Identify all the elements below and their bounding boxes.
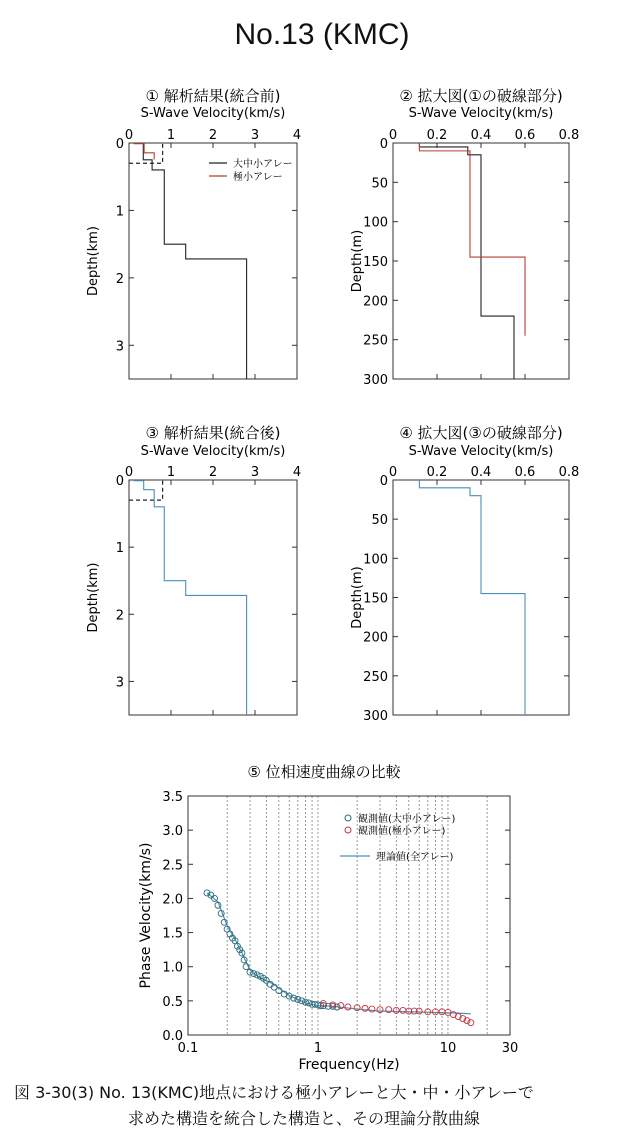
y-tick-label: 150	[363, 255, 388, 270]
y-tick-label: 2	[115, 608, 124, 624]
y-tick-label: 200	[363, 630, 388, 646]
y-tick-label: 2	[115, 271, 124, 287]
x-tick-label: 0.2	[426, 465, 448, 480]
chart-title: ③ 解析結果(統合後)	[145, 424, 281, 442]
y-tick-label: 150	[363, 591, 388, 607]
legend-label: 極小アレー	[233, 172, 283, 183]
x-tick-label: 3	[250, 128, 260, 143]
y-tick-label: 0	[115, 474, 124, 489]
chart-p1	[86, 87, 301, 379]
x-tick-label: 0.4	[470, 465, 492, 480]
x-axis-label: S-Wave Velocity(km/s)	[140, 444, 286, 459]
caption-line-1	[14, 1080, 534, 1103]
y-tick-label: 50	[371, 176, 388, 192]
y-tick-label: 2.5	[162, 858, 183, 874]
y-tick-label: 3.5	[162, 790, 183, 805]
obs-point-mini-array	[369, 1006, 375, 1012]
y-tick-label: 0	[379, 137, 388, 152]
x-tick-label: 0.8	[558, 128, 580, 143]
caption-line-2: 求めた構造を統合した構造と、その理論分散曲線	[128, 1109, 481, 1128]
plot-frame	[188, 796, 510, 1035]
x-tick-label: 0	[124, 465, 134, 480]
chart-title: ④ 拡大図(③の破線部分)	[399, 424, 563, 442]
y-tick-label: 3.0	[162, 824, 183, 840]
chart-title: ② 拡大図(①の破線部分)	[399, 87, 563, 105]
x-tick-label: 0	[124, 128, 134, 143]
y-axis-label: Depth(km)	[86, 562, 101, 633]
obs-point-mini-array	[345, 1004, 351, 1010]
y-tick-label: 1.0	[162, 960, 183, 976]
x-axis-label: S-Wave Velocity(km/s)	[408, 444, 554, 459]
chart-p2	[350, 87, 579, 388]
chart-title: ① 解析結果(統合前)	[145, 87, 281, 105]
y-tick-label: 300	[363, 373, 388, 388]
x-tick-label: 3	[250, 465, 260, 480]
figure-number: 図 3-30(3)	[14, 1083, 95, 1102]
chart-p4	[350, 424, 579, 724]
y-axis-label: Depth(km)	[86, 226, 101, 296]
x-tick-label: 0	[388, 465, 398, 480]
velocity-profile-line	[419, 143, 514, 379]
x-tick-label: 1	[313, 1041, 323, 1056]
x-tick-label: 4	[292, 128, 302, 143]
obs-point-mini-array	[362, 1005, 368, 1011]
x-tick-label: 2	[208, 465, 218, 480]
chart-p3	[86, 424, 301, 715]
y-tick-label: 300	[363, 709, 388, 724]
y-tick-label: 1	[115, 204, 124, 220]
legend-label: 観測値(極小アレー)	[358, 826, 446, 837]
y-tick-label: 1	[115, 541, 124, 557]
chart-p5	[138, 763, 518, 1073]
x-tick-label: 30	[501, 1041, 519, 1056]
y-tick-label: 2.0	[162, 892, 183, 908]
y-tick-label: 100	[363, 552, 388, 568]
x-tick-label: 0.6	[514, 465, 536, 480]
x-tick-label: 0.1	[177, 1041, 199, 1056]
legend-label: 理論値(全アレー)	[376, 852, 454, 863]
velocity-profile-line	[134, 143, 154, 160]
x-axis-label: S-Wave Velocity(km/s)	[408, 106, 554, 121]
x-tick-label: 10	[439, 1041, 457, 1056]
x-tick-label: 2	[208, 128, 218, 143]
y-tick-label: 250	[363, 669, 388, 685]
x-tick-label: 0.8	[558, 465, 580, 480]
y-axis-label: Depth(m)	[350, 229, 365, 293]
x-tick-label: 4	[292, 465, 302, 480]
plot-frame	[129, 480, 297, 715]
y-tick-label: 0	[379, 474, 388, 489]
x-tick-label: 1	[166, 128, 176, 143]
y-tick-label: 1.5	[162, 926, 183, 942]
velocity-profile-line	[419, 143, 525, 336]
legend-label: 大中小アレー	[233, 159, 293, 170]
x-tick-label: 0.6	[514, 128, 536, 143]
legend-marker	[345, 815, 351, 821]
page-title: No.13 (KMC)	[234, 18, 410, 51]
obs-point-mini-array	[400, 1007, 406, 1013]
caption-text-1: No. 13(KMC)地点における極小アレーと大・中・小アレーで	[99, 1083, 534, 1102]
theory-curve	[207, 893, 471, 1014]
x-tick-label: 0	[388, 128, 398, 143]
y-tick-label: 0	[115, 137, 124, 152]
x-tick-label: 0.4	[470, 128, 492, 143]
legend-label: 観測値(大中小アレー)	[358, 814, 456, 825]
x-tick-label: 1	[166, 465, 176, 480]
legend-marker	[345, 827, 351, 833]
chart-title: ⑤ 位相速度曲線の比較	[247, 763, 401, 781]
y-tick-label: 250	[363, 333, 388, 349]
y-tick-label: 3	[115, 675, 124, 691]
x-axis-label: S-Wave Velocity(km/s)	[140, 106, 286, 121]
velocity-profile-line	[134, 480, 247, 715]
x-tick-label: 0.2	[426, 128, 448, 143]
y-tick-label: 200	[363, 294, 388, 310]
y-tick-label: 100	[363, 215, 388, 231]
y-tick-label: 0.0	[162, 1029, 183, 1044]
velocity-profile-line	[143, 143, 246, 379]
y-tick-label: 0.5	[162, 994, 183, 1010]
y-axis-label: Phase Velocity(km/s)	[138, 842, 154, 989]
y-tick-label: 3	[115, 339, 124, 355]
y-tick-label: 50	[371, 513, 388, 529]
velocity-profile-line	[419, 480, 525, 715]
x-axis-label: Frequency(Hz)	[298, 1057, 400, 1073]
y-axis-label: Depth(m)	[350, 566, 365, 629]
